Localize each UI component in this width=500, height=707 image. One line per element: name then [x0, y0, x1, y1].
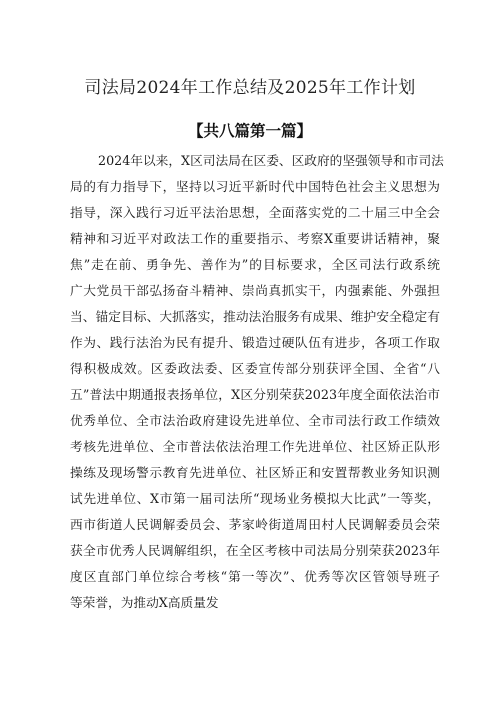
document-title: 司法局2024年工作总结及2025年工作计划 [84, 78, 416, 98]
body-paragraph [70, 148, 444, 616]
body-line: 局的有力指导下，坚持以习近平新时代中国特色社会主义思想为 [70, 179, 440, 194]
body-line: 广大党员干部弘扬奋斗精神、崇尚真抓实干，内强素能、外强担 [70, 283, 440, 298]
body-line: 考核先进单位、全市普法依法治理工作先进单位、社区矫正队形 [70, 439, 440, 454]
body-line: 优秀单位、全市法治政府建设先进单位、全市司法行政工作绩效 [70, 413, 440, 428]
body-line: 西市街道人民调解委员会、茅家岭街道周田村人民调解委员会荣 [70, 517, 440, 532]
body-line: 操练及现场警示教育先进单位、社区矫正和安置帮教业务知识测 [70, 465, 440, 480]
body-line: 作为、践行法治为民有提升、锻造过硬队伍有进步，各项工作取 [70, 335, 440, 350]
section-heading: 【共八篇第一篇】 [187, 121, 312, 140]
body-line: 五”普法中期通报表扬单位，X区分别荣获2023年度全面依法治市 [70, 387, 440, 402]
body-line: 指导，深入践行习近平法治思想，全面落实党的二十届三中全会 [70, 205, 440, 220]
body-line: 等荣誉，为推动X高质量发 [70, 595, 219, 610]
body-line: 得积极成效。区委政法委、区委宣传部分别获评全国、全省“八 [70, 361, 440, 376]
body-line: 试先进单位、X市第一届司法所“现场业务模拟大比武”一等奖， [70, 491, 440, 506]
body-line: 当、锚定目标、大抓落实，推动法治服务有成果、维护安全稳定有 [70, 309, 440, 324]
body-line: 度区直部门单位综合考核“第一等次”、优秀等次区管领导班子 [70, 569, 440, 584]
body-line: 精神和习近平对政法工作的重要指示、考察X重要讲话精神，聚 [70, 231, 440, 246]
body-line: 获全市优秀人民调解组织，在全区考核中司法局分别荣获2023年 [70, 543, 440, 558]
body-line: 2024年以来，X区司法局在区委、区政府的坚强领导和市司法 [98, 153, 444, 168]
body-line: 焦”走在前、勇争先、善作为”的目标要求，全区司法行政系统 [70, 257, 440, 272]
